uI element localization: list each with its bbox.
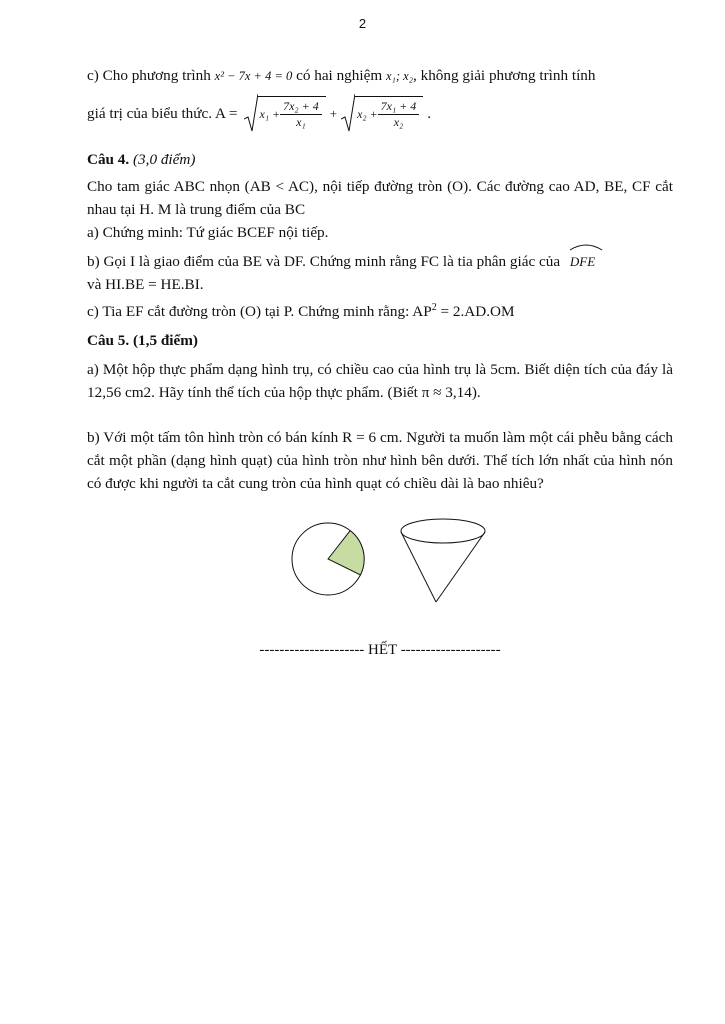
fraction-2-numerator: 7x₁ + 4 [378, 99, 420, 115]
q3c-text-b: có hai nghiệm [296, 67, 383, 84]
expression-A [87, 88, 673, 138]
page-number: 2 [358, 16, 367, 31]
q5-part-b: b) Với một tấm tôn hình tròn có bán kính R = 6 cm. Người ta muốn làm một cái phễu bằng cách cắt một phần (dạng hình quạt) của hình tròn như hình bên dưới. Thể tích lớn nhất của hình nón có được khi người ta cắt cung tròn của hình quạt có chiều dài là bao nhiêu? [87, 429, 673, 493]
term1-lead: x₁ + [259, 107, 281, 121]
q4-part-c [87, 296, 673, 323]
circle-sector-figure [288, 519, 368, 599]
roots-label: x₁; x₂ [385, 69, 414, 83]
q3c-line1 [87, 64, 673, 88]
radical-sign-icon [244, 93, 258, 133]
q5-part-a: a) Một hộp thực phẩm dạng hình trụ, có chiều cao của hình trụ là 5cm. Biết diện tích của đáy là 12,56 cm2. Hãy tính thể tích của hộp thực phẩm. (Biết π ≈ 3,14). [87, 361, 673, 402]
fraction-1-numerator: 7x₂ + 4 [280, 99, 322, 115]
q3c-text-a: c) Cho phương trình [87, 67, 211, 84]
q4-part-c-end: = 2.AD.OM [436, 303, 515, 321]
q4-part-b-line2: và HI.BE = HE.BI. [87, 276, 204, 293]
sqrt-term-2 [341, 93, 423, 133]
q4-title: Câu 4. [87, 151, 130, 168]
quadratic-equation: x² − 7x + 4 = 0 [214, 69, 293, 83]
end-marker: --------------------- HẾT -------------------- [259, 642, 501, 659]
radical-sign-icon [341, 93, 355, 133]
q4-points: (3,0 điểm) [133, 151, 196, 168]
q5-heading: Câu 5. (1,5 điểm) [87, 332, 198, 350]
figures [87, 519, 673, 619]
q4-intro: Cho tam giác ABC nhọn (AB < AC), nội tiếp đường tròn (O). Các đường cao AD, BE, CF cắt nhau tại H. M là trung điểm của BC [87, 178, 673, 218]
plus-sign: + [329, 105, 338, 121]
q3c-text-d: giá trị của biểu thức. A = [87, 104, 238, 122]
exam-content [87, 64, 673, 662]
angle-label: DFE [569, 254, 596, 269]
sqrt-term-1 [244, 93, 326, 133]
q4-part-c-exponent: 2 [431, 302, 437, 313]
arc-symbol-icon [569, 243, 603, 251]
q4-part-b-line1 [87, 246, 673, 273]
term2-lead: x₂ + [357, 107, 378, 121]
cone-figure [399, 515, 495, 615]
fraction-1-denominator: x₁ [296, 115, 306, 129]
q3c-text-c: , không giải phương trình tính [413, 67, 596, 84]
q4-heading [87, 148, 673, 171]
fraction-1 [280, 99, 322, 130]
q4-part-c-text: c) Tia EF cắt đường tròn (O) tại P. Chứng minh rằng: AP [87, 303, 432, 321]
fraction-2 [378, 99, 420, 130]
q4-part-a: a) Chứng minh: Tứ giác BCEF nội tiếp. [87, 224, 329, 241]
angle-dfe [570, 246, 595, 273]
period: . [427, 104, 432, 122]
fraction-2-denominator: x₂ [393, 115, 404, 129]
q4-part-b-text: b) Gọi I là giao điểm của BE và DF. Chứng minh rằng FC là tia phân giác của [87, 253, 561, 270]
